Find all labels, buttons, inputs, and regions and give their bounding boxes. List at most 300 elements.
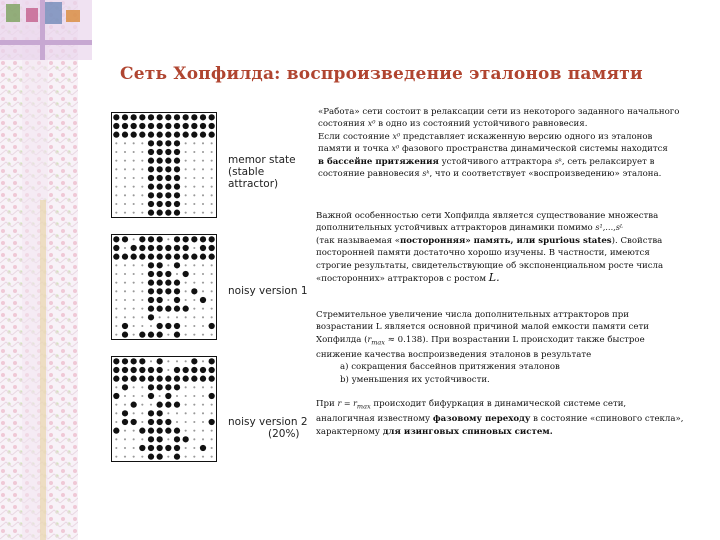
active-neuron-dot (191, 367, 197, 373)
active-neuron-dot (165, 280, 171, 286)
active-neuron-dot (174, 149, 180, 155)
active-neuron-dot (157, 262, 163, 268)
inactive-neuron-dot (115, 316, 117, 318)
inactive-neuron-dot (185, 386, 187, 388)
active-neuron-dot (148, 158, 154, 164)
active-neuron-dot (191, 288, 197, 294)
inactive-neuron-dot (141, 456, 143, 458)
active-neuron-dot (157, 149, 163, 155)
active-neuron-dot (191, 132, 197, 138)
paragraph-capacity: Стремительное увеличение числа дополнительных аттракторов при возрастании L является основной причиной малой емкости памяти сети Хопфилда $(r_{max} \approx 0.138)$. При возрастании L происходит также быстрое снижение качества воспроизведения эталонов в результате a) сокращения бассейнов притяжения эталонов b) уменьшения их устойчивости. (316, 310, 649, 385)
active-neuron-dot (183, 245, 189, 251)
inactive-neuron-dot (133, 177, 135, 179)
inactive-neuron-dot (211, 203, 213, 205)
inactive-neuron-dot (141, 264, 143, 266)
paragraph-bifurcation: При $r = r_{max}$ происходит бифуркация в динамической системе сети, аналогичная известному фазовому переходу в состояние «спинового стекла», характерному для изинговых спиновых систем. (316, 399, 684, 437)
active-neuron-dot (148, 419, 154, 425)
inactive-neuron-dot (193, 177, 195, 179)
active-neuron-dot (148, 288, 154, 294)
inactive-neuron-dot (141, 168, 143, 170)
active-neuron-dot (113, 236, 119, 242)
active-neuron-dot (122, 332, 128, 338)
active-neuron-dot (174, 192, 180, 198)
active-neuron-dot (131, 358, 137, 364)
inactive-neuron-dot (115, 290, 117, 292)
inactive-neuron-dot (185, 290, 187, 292)
inactive-neuron-dot (185, 360, 187, 362)
active-neuron-dot (157, 271, 163, 277)
active-neuron-dot (157, 140, 163, 146)
active-neuron-dot (113, 358, 119, 364)
active-neuron-dot (148, 166, 154, 172)
inactive-neuron-dot (115, 412, 117, 414)
inactive-neuron-dot (193, 412, 195, 414)
inactive-neuron-dot (185, 160, 187, 162)
active-neuron-dot (157, 384, 163, 390)
inactive-neuron-dot (193, 456, 195, 458)
inactive-neuron-dot (133, 212, 135, 214)
inactive-neuron-dot (202, 430, 204, 432)
inactive-neuron-dot (193, 212, 195, 214)
active-neuron-dot (157, 367, 163, 373)
active-neuron-dot (209, 114, 215, 120)
inactive-neuron-dot (115, 299, 117, 301)
active-neuron-dot (165, 175, 171, 181)
active-neuron-dot (209, 367, 215, 373)
inactive-neuron-dot (159, 316, 161, 318)
inactive-neuron-dot (141, 282, 143, 284)
inactive-neuron-dot (211, 334, 213, 336)
inactive-neuron-dot (185, 142, 187, 144)
active-neuron-dot (209, 236, 215, 242)
active-neuron-dot (148, 175, 154, 181)
inactive-neuron-dot (133, 186, 135, 188)
inactive-neuron-dot (202, 438, 204, 440)
inactive-neuron-dot (211, 316, 213, 318)
active-neuron-dot (165, 393, 171, 399)
active-neuron-dot (131, 419, 137, 425)
inactive-neuron-dot (185, 395, 187, 397)
inactive-neuron-dot (167, 412, 169, 414)
inactive-neuron-dot (115, 194, 117, 196)
inactive-neuron-dot (141, 194, 143, 196)
active-neuron-dot (157, 210, 163, 216)
active-neuron-dot (131, 114, 137, 120)
active-neuron-dot (174, 306, 180, 312)
active-neuron-dot (157, 175, 163, 181)
active-neuron-dot (165, 384, 171, 390)
inactive-neuron-dot (141, 299, 143, 301)
inactive-neuron-dot (159, 395, 161, 397)
inactive-neuron-dot (193, 438, 195, 440)
active-neuron-dot (157, 184, 163, 190)
active-neuron-dot (174, 114, 180, 120)
inactive-neuron-dot (193, 299, 195, 301)
inactive-neuron-dot (133, 334, 135, 336)
active-neuron-dot (200, 123, 206, 129)
active-neuron-dot (174, 236, 180, 242)
active-neuron-dot (183, 236, 189, 242)
inactive-neuron-dot (141, 438, 143, 440)
active-neuron-dot (174, 445, 180, 451)
active-neuron-dot (148, 306, 154, 312)
inactive-neuron-dot (185, 334, 187, 336)
inactive-neuron-dot (185, 212, 187, 214)
inactive-neuron-dot (133, 430, 135, 432)
inactive-neuron-dot (211, 177, 213, 179)
active-neuron-dot (165, 376, 171, 382)
inactive-neuron-dot (141, 421, 143, 423)
active-neuron-dot (191, 254, 197, 260)
active-neuron-dot (139, 114, 145, 120)
inactive-neuron-dot (115, 168, 117, 170)
inactive-neuron-dot (124, 160, 126, 162)
active-neuron-dot (191, 123, 197, 129)
active-neuron-dot (113, 123, 119, 129)
active-neuron-dot (209, 123, 215, 129)
active-neuron-dot (209, 419, 215, 425)
inactive-neuron-dot (141, 273, 143, 275)
active-neuron-dot (122, 358, 128, 364)
active-neuron-dot (148, 262, 154, 268)
active-neuron-dot (174, 436, 180, 442)
active-neuron-dot (183, 367, 189, 373)
inactive-neuron-dot (133, 447, 135, 449)
active-neuron-dot (139, 367, 145, 373)
active-neuron-dot (174, 123, 180, 129)
active-neuron-dot (157, 376, 163, 382)
inactive-neuron-dot (193, 395, 195, 397)
inactive-neuron-dot (211, 438, 213, 440)
inactive-neuron-dot (167, 369, 169, 371)
inactive-neuron-dot (115, 325, 117, 327)
active-neuron-dot (157, 445, 163, 451)
inactive-neuron-dot (124, 168, 126, 170)
active-neuron-dot (200, 376, 206, 382)
inactive-neuron-dot (193, 316, 195, 318)
inactive-neuron-dot (202, 142, 204, 144)
inactive-neuron-dot (133, 160, 135, 162)
paragraph-spurious-states: Важной особенностью сети Хопфилда является существование множества дополнительных устойчивых аттракторов динамики помимо s¹,…,sᴸ (так называемая «посторонняя» память, или spurious states). Свойства посторонней памяти достаточно хорошо изучены. В частности, имеются строгие результаты, свидетельствующие об экспоненциальном росте числа «посторонних» аттракторов с ростом L. (316, 211, 664, 285)
active-neuron-dot (174, 384, 180, 390)
inactive-neuron-dot (124, 282, 126, 284)
active-neuron-dot (148, 280, 154, 286)
inactive-neuron-dot (211, 194, 213, 196)
inactive-neuron-dot (124, 186, 126, 188)
active-neuron-dot (131, 402, 137, 408)
active-neuron-dot (165, 445, 171, 451)
inactive-neuron-dot (141, 142, 143, 144)
inactive-neuron-dot (133, 412, 135, 414)
active-neuron-dot (157, 254, 163, 260)
active-neuron-dot (131, 367, 137, 373)
active-neuron-dot (157, 419, 163, 425)
active-neuron-dot (148, 384, 154, 390)
inactive-neuron-dot (185, 325, 187, 327)
active-neuron-dot (165, 158, 171, 164)
inactive-neuron-dot (176, 316, 178, 318)
active-neuron-dot (157, 158, 163, 164)
inactive-neuron-dot (211, 308, 213, 310)
inactive-neuron-dot (185, 412, 187, 414)
active-neuron-dot (122, 323, 128, 329)
inactive-neuron-dot (124, 203, 126, 205)
inactive-neuron-dot (124, 273, 126, 275)
active-neuron-dot (139, 428, 145, 434)
active-neuron-dot (183, 123, 189, 129)
inactive-neuron-dot (133, 325, 135, 327)
inactive-neuron-dot (211, 412, 213, 414)
active-neuron-dot (165, 114, 171, 120)
inactive-neuron-dot (141, 412, 143, 414)
active-neuron-dot (165, 140, 171, 146)
active-neuron-dot (183, 436, 189, 442)
inactive-neuron-dot (193, 308, 195, 310)
inactive-neuron-dot (202, 282, 204, 284)
active-neuron-dot (148, 428, 154, 434)
active-neuron-dot (165, 192, 171, 198)
active-neuron-dot (157, 236, 163, 242)
active-neuron-dot (174, 280, 180, 286)
inactive-neuron-dot (193, 334, 195, 336)
active-neuron-dot (122, 376, 128, 382)
inactive-neuron-dot (141, 386, 143, 388)
inactive-neuron-dot (167, 299, 169, 301)
inactive-neuron-dot (202, 264, 204, 266)
active-neuron-dot (139, 358, 145, 364)
active-neuron-dot (131, 132, 137, 138)
active-neuron-dot (174, 245, 180, 251)
active-neuron-dot (174, 175, 180, 181)
active-neuron-dot (174, 402, 180, 408)
active-neuron-dot (148, 445, 154, 451)
active-neuron-dot (174, 288, 180, 294)
inactive-neuron-dot (202, 334, 204, 336)
inactive-neuron-dot (115, 273, 117, 275)
active-neuron-dot (148, 201, 154, 207)
active-neuron-dot (174, 201, 180, 207)
inactive-neuron-dot (211, 168, 213, 170)
inactive-neuron-dot (124, 247, 126, 249)
inactive-neuron-dot (141, 290, 143, 292)
inactive-neuron-dot (124, 151, 126, 153)
active-neuron-dot (122, 384, 128, 390)
inactive-neuron-dot (115, 160, 117, 162)
inactive-neuron-dot (202, 395, 204, 397)
active-neuron-dot (165, 201, 171, 207)
inactive-neuron-dot (211, 404, 213, 406)
decorative-side-pattern (0, 0, 78, 540)
active-neuron-dot (139, 132, 145, 138)
inactive-neuron-dot (133, 151, 135, 153)
active-neuron-dot (148, 410, 154, 416)
active-neuron-dot (157, 410, 163, 416)
inactive-neuron-dot (202, 421, 204, 423)
active-neuron-dot (183, 254, 189, 260)
active-neuron-dot (200, 114, 206, 120)
inactive-neuron-dot (133, 299, 135, 301)
active-neuron-dot (148, 210, 154, 216)
inactive-neuron-dot (141, 316, 143, 318)
active-neuron-dot (113, 245, 119, 251)
active-neuron-dot (148, 236, 154, 242)
inactive-neuron-dot (133, 273, 135, 275)
inactive-neuron-dot (115, 447, 117, 449)
inactive-neuron-dot (185, 168, 187, 170)
active-neuron-dot (131, 376, 137, 382)
active-neuron-dot (165, 123, 171, 129)
inactive-neuron-dot (193, 421, 195, 423)
pattern-grid-noisy-version-2 (111, 356, 217, 462)
inactive-neuron-dot (141, 212, 143, 214)
inactive-neuron-dot (185, 456, 187, 458)
active-neuron-dot (157, 323, 163, 329)
active-neuron-dot (174, 297, 180, 303)
active-neuron-dot (148, 123, 154, 129)
inactive-neuron-dot (202, 456, 204, 458)
inactive-neuron-dot (115, 142, 117, 144)
inactive-neuron-dot (115, 186, 117, 188)
active-neuron-dot (191, 358, 197, 364)
active-neuron-dot (157, 132, 163, 138)
inactive-neuron-dot (141, 308, 143, 310)
inactive-neuron-dot (185, 421, 187, 423)
active-neuron-dot (122, 123, 128, 129)
inactive-neuron-dot (150, 325, 152, 327)
active-neuron-dot (157, 358, 163, 364)
active-neuron-dot (165, 402, 171, 408)
inactive-neuron-dot (193, 194, 195, 196)
inactive-neuron-dot (141, 186, 143, 188)
inactive-neuron-dot (193, 160, 195, 162)
active-neuron-dot (122, 236, 128, 242)
inactive-neuron-dot (185, 404, 187, 406)
inactive-neuron-dot (193, 447, 195, 449)
inactive-neuron-dot (115, 308, 117, 310)
active-neuron-dot (157, 114, 163, 120)
inactive-neuron-dot (211, 151, 213, 153)
active-neuron-dot (113, 367, 119, 373)
active-neuron-dot (157, 201, 163, 207)
active-neuron-dot (148, 393, 154, 399)
inactive-neuron-dot (202, 412, 204, 414)
inactive-neuron-dot (193, 273, 195, 275)
inactive-neuron-dot (133, 290, 135, 292)
active-neuron-dot (148, 114, 154, 120)
inactive-neuron-dot (150, 404, 152, 406)
inactive-neuron-dot (124, 456, 126, 458)
inactive-neuron-dot (193, 264, 195, 266)
active-neuron-dot (174, 367, 180, 373)
inactive-neuron-dot (167, 316, 169, 318)
inactive-neuron-dot (141, 177, 143, 179)
inactive-neuron-dot (185, 299, 187, 301)
active-neuron-dot (174, 376, 180, 382)
active-neuron-dot (148, 436, 154, 442)
active-neuron-dot (165, 166, 171, 172)
active-neuron-dot (157, 245, 163, 251)
active-neuron-dot (157, 428, 163, 434)
active-neuron-dot (139, 376, 145, 382)
inactive-neuron-dot (124, 447, 126, 449)
inactive-neuron-dot (211, 264, 213, 266)
inactive-neuron-dot (211, 430, 213, 432)
inactive-neuron-dot (167, 438, 169, 440)
inactive-neuron-dot (193, 404, 195, 406)
inactive-neuron-dot (167, 238, 169, 240)
active-neuron-dot (191, 114, 197, 120)
inactive-neuron-dot (193, 325, 195, 327)
active-neuron-dot (139, 236, 145, 242)
inactive-neuron-dot (202, 151, 204, 153)
inactive-neuron-dot (202, 203, 204, 205)
inactive-neuron-dot (141, 160, 143, 162)
inactive-neuron-dot (202, 360, 204, 362)
inactive-neuron-dot (176, 360, 178, 362)
inactive-neuron-dot (133, 438, 135, 440)
inactive-neuron-dot (167, 456, 169, 458)
active-neuron-dot (209, 245, 215, 251)
slide-title: Сеть Хопфилда: воспроизведение эталонов памяти (120, 64, 643, 84)
inactive-neuron-dot (185, 282, 187, 284)
inactive-neuron-dot (133, 386, 135, 388)
inactive-neuron-dot (115, 421, 117, 423)
inactive-neuron-dot (124, 142, 126, 144)
inactive-neuron-dot (185, 177, 187, 179)
active-neuron-dot (148, 297, 154, 303)
active-neuron-dot (183, 132, 189, 138)
active-neuron-dot (191, 376, 197, 382)
active-neuron-dot (200, 245, 206, 251)
active-neuron-dot (165, 254, 171, 260)
active-neuron-dot (165, 288, 171, 294)
inactive-neuron-dot (185, 203, 187, 205)
inactive-neuron-dot (193, 203, 195, 205)
inactive-neuron-dot (124, 430, 126, 432)
active-neuron-dot (113, 132, 119, 138)
active-neuron-dot (139, 254, 145, 260)
inactive-neuron-dot (124, 438, 126, 440)
active-neuron-dot (165, 419, 171, 425)
active-neuron-dot (122, 132, 128, 138)
active-neuron-dot (209, 393, 215, 399)
inactive-neuron-dot (202, 160, 204, 162)
inactive-neuron-dot (124, 316, 126, 318)
inactive-neuron-dot (133, 316, 135, 318)
inactive-neuron-dot (124, 395, 126, 397)
active-neuron-dot (174, 254, 180, 260)
active-neuron-dot (191, 236, 197, 242)
active-neuron-dot (209, 376, 215, 382)
label-noisy-version-1: noisy version 1 (228, 285, 308, 297)
inactive-neuron-dot (211, 142, 213, 144)
active-neuron-dot (200, 132, 206, 138)
inactive-neuron-dot (202, 186, 204, 188)
active-neuron-dot (157, 402, 163, 408)
active-neuron-dot (157, 192, 163, 198)
active-neuron-dot (157, 454, 163, 460)
inactive-neuron-dot (133, 194, 135, 196)
active-neuron-dot (131, 123, 137, 129)
active-neuron-dot (174, 323, 180, 329)
inactive-neuron-dot (141, 325, 143, 327)
active-neuron-dot (165, 323, 171, 329)
active-neuron-dot (148, 332, 154, 338)
paragraph-relaxation: «Работа» сети состоит в релаксации сети из некоторого заданного начального состояния x⁰ в одно из состояний устойчивого равновесия. Если состояние x⁰ представляет искаженную версию одного из эталонов памяти и точка x⁰ фазового пространства динамической системы находится в бассейне притяжения устойчивого аттрактора sᵏ, сеть релаксирует в состояние равновесия sᵏ, что и соответствует «воспроизведению» эталона. (318, 107, 680, 180)
active-neuron-dot (165, 245, 171, 251)
active-neuron-dot (157, 306, 163, 312)
active-neuron-dot (200, 254, 206, 260)
